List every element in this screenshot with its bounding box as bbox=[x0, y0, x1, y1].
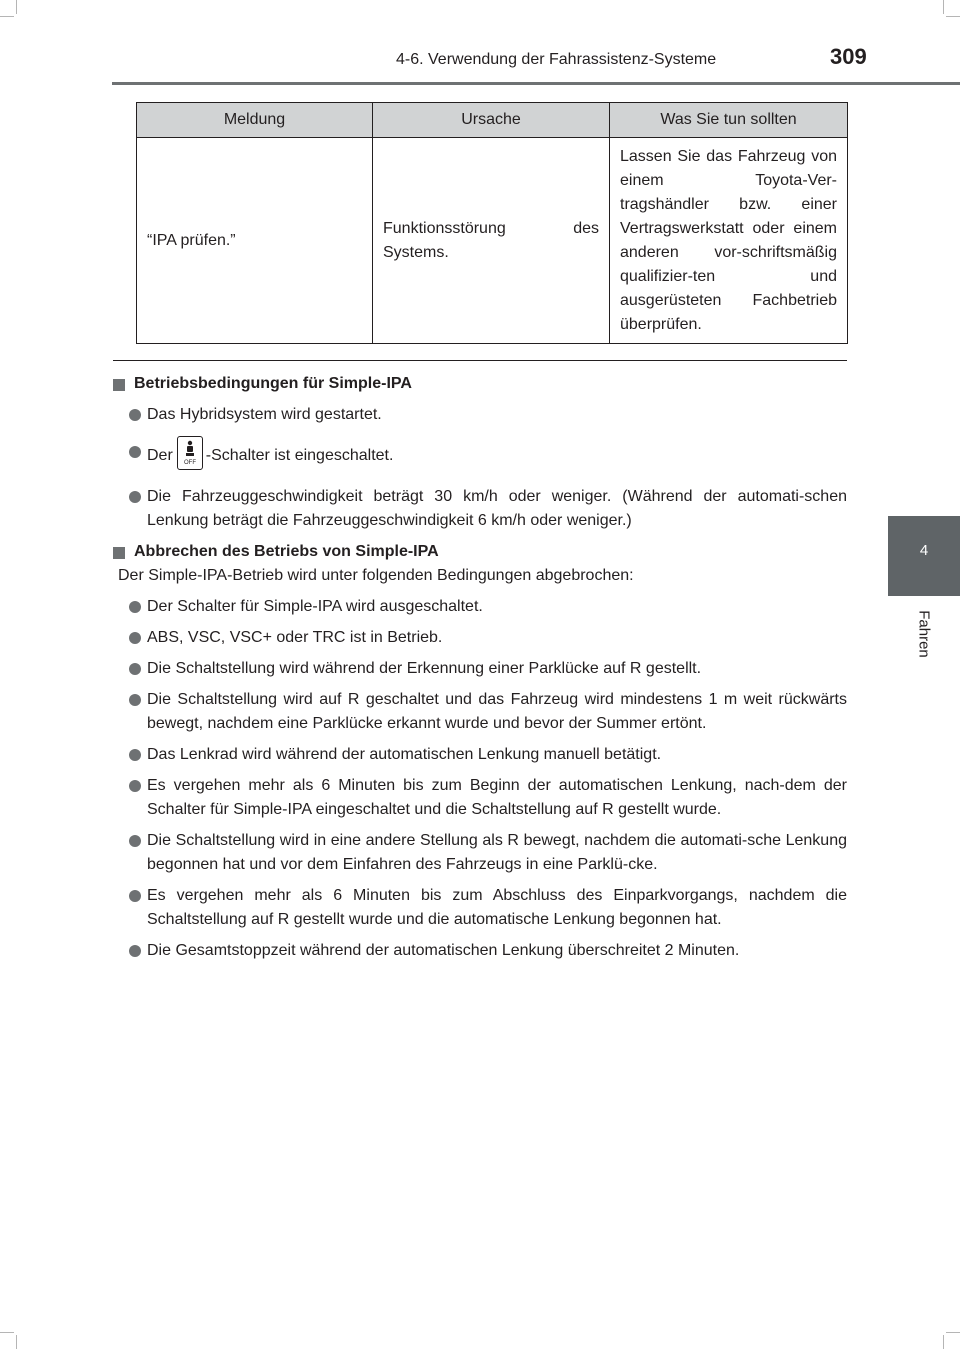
circle-bullet-icon bbox=[129, 835, 141, 847]
table-header-row bbox=[137, 103, 848, 138]
list-item-text-suffix: -Schalter ist eingeschaltet. bbox=[205, 447, 394, 465]
section-intro: Der Simple-IPA-Betrieb wird unter folgenden Bedingungen abgebrochen: bbox=[118, 567, 634, 584]
crop-mark bbox=[0, 16, 14, 17]
section-divider bbox=[113, 360, 847, 361]
chapter-title: 4-6. Verwendung der Fahrassistenz-Systeme bbox=[396, 51, 717, 68]
header-divider bbox=[112, 82, 960, 85]
crop-mark bbox=[943, 0, 944, 14]
list-item bbox=[113, 595, 847, 619]
list-item bbox=[113, 403, 847, 427]
list-item-text: Die Schaltstellung wird auf R geschaltet und das Fahrzeug wird mindestens 1 m weit rückwärts bewegt, nachdem eine Parklücke erkannt wurde und bevor der Summer ertönt. bbox=[147, 691, 847, 732]
chapter-tab-label-area bbox=[888, 596, 960, 678]
table-row bbox=[137, 138, 848, 344]
svg-text:OFF: OFF bbox=[183, 460, 196, 466]
list-item bbox=[113, 774, 847, 822]
list-item-text: Es vergehen mehr als 6 Minuten bis zum Abschluss des Einparkvorgangs, nachdem die Schaltstellung auf R gestellt wurde und die automatische Lenkung begonnen hat. bbox=[147, 887, 847, 928]
chapter-tab bbox=[888, 516, 960, 596]
list-item bbox=[113, 688, 847, 736]
list-item-text: ABS, VSC, VSC+ oder TRC ist in Betrieb. bbox=[147, 629, 443, 646]
list-item bbox=[113, 657, 847, 681]
crop-mark bbox=[0, 1332, 14, 1333]
circle-bullet-icon bbox=[129, 409, 141, 421]
list-item-text: Das Hybridsystem wird gestartet. bbox=[147, 406, 382, 423]
list-item bbox=[113, 939, 847, 963]
list-item-text: Die Schaltstellung wird in eine andere Stellung als R bewegt, nachdem die automati-sche Lenkung begonnen hat und vor dem Einfahren des Fahrzeugs in eine Parklü-cke. bbox=[147, 832, 847, 873]
circle-bullet-icon bbox=[129, 446, 141, 458]
list-item bbox=[113, 743, 847, 767]
cell-meldung: “IPA prüfen.” bbox=[137, 138, 373, 344]
list-item-text: Das Lenkrad wird während der automatischen Lenkung manuell betätigt. bbox=[147, 746, 662, 763]
crop-mark bbox=[946, 16, 960, 17]
crop-mark bbox=[16, 1335, 17, 1349]
circle-bullet-icon bbox=[129, 663, 141, 675]
section-heading-text: Abbrechen des Betriebs von Simple-IPA bbox=[134, 543, 439, 560]
body-text bbox=[113, 372, 847, 970]
circle-bullet-icon bbox=[129, 749, 141, 761]
column-header-massnahme: Was Sie tun sollten bbox=[610, 103, 848, 138]
circle-bullet-icon bbox=[129, 491, 141, 503]
section-heading-text: Betriebsbedingungen für Simple-IPA bbox=[134, 375, 412, 392]
list-item bbox=[113, 439, 847, 473]
message-table bbox=[136, 102, 848, 344]
chapter-tab-label: Fahren bbox=[915, 610, 933, 658]
list-item-text: Es vergehen mehr als 6 Minuten bis zum Beginn der automatischen Lenkung, nach-dem der Schalter für Simple-IPA eingeschaltet und die Schaltstellung auf R gestellt wurde. bbox=[147, 777, 847, 818]
column-header-meldung: Meldung bbox=[137, 103, 373, 138]
list-item-text: Die Schaltstellung wird während der Erkennung einer Parklücke auf R gestellt. bbox=[147, 660, 702, 677]
list-item bbox=[113, 829, 847, 877]
column-header-ursache: Ursache bbox=[373, 103, 610, 138]
section-heading bbox=[113, 540, 847, 564]
circle-bullet-icon bbox=[129, 890, 141, 902]
list-item bbox=[113, 626, 847, 650]
cell-ursache: Funktionsstörung des Systems. bbox=[373, 138, 610, 344]
circle-bullet-icon bbox=[129, 780, 141, 792]
list-item bbox=[113, 884, 847, 932]
square-bullet-icon bbox=[113, 379, 125, 391]
circle-bullet-icon bbox=[129, 632, 141, 644]
list-item bbox=[113, 485, 847, 533]
list-item-text: Die Fahrzeuggeschwindigkeit beträgt 30 km/h oder weniger. (Während der automati-schen Lenkung beträgt die Fahrzeuggeschwindigkeit 6 km/h oder weniger.) bbox=[147, 488, 847, 529]
circle-bullet-icon bbox=[129, 694, 141, 706]
circle-bullet-icon bbox=[129, 945, 141, 957]
crop-mark bbox=[943, 1335, 944, 1349]
square-bullet-icon bbox=[113, 547, 125, 559]
list-item-text: Der Schalter für Simple-IPA wird ausgeschaltet. bbox=[147, 598, 483, 615]
ipa-off-switch-icon bbox=[177, 436, 203, 470]
section-heading bbox=[113, 372, 847, 396]
circle-bullet-icon bbox=[129, 601, 141, 613]
chapter-tab-number: 4 bbox=[919, 542, 929, 559]
page-number: 309 bbox=[830, 44, 867, 69]
crop-mark bbox=[16, 0, 17, 14]
list-item-text-prefix: Der bbox=[147, 447, 173, 465]
crop-mark bbox=[946, 1332, 960, 1333]
cell-massnahme: Lassen Sie das Fahrzeug von einem Toyota-Ver-tragshändler bzw. einer Vertragswerkstatt oder einem anderen vor-schriftsmäßig qualifizier-ten und ausgerüsteten Fachbetrieb überprüfen. bbox=[610, 138, 848, 344]
list-item-text: Die Gesamtstoppzeit während der automatischen Lenkung überschreitet 2 Minuten. bbox=[147, 942, 740, 959]
